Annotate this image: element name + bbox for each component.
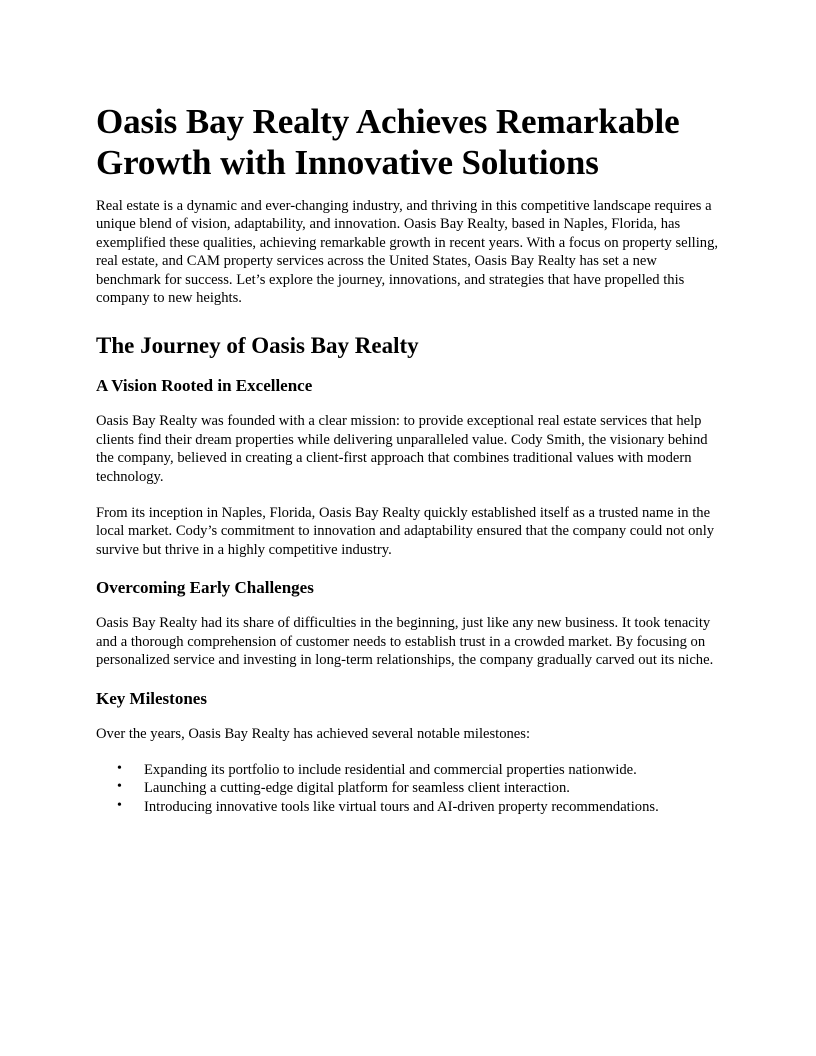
- bullet-icon: •: [117, 779, 122, 795]
- list-item-text: Launching a cutting-edge digital platform for seamless client interaction.: [144, 780, 570, 797]
- bullet-icon: •: [117, 797, 122, 813]
- milestones-list: [96, 761, 720, 816]
- subsection-heading-challenges: Overcoming Early Challenges: [96, 578, 314, 598]
- article-title: Oasis Bay Realty Achieves Remarkable Growth with Innovative Solutions: [96, 102, 680, 182]
- intro-paragraph: Real estate is a dynamic and ever-changing industry, and thriving in this competitive landscape requires a unique blend of vision, adaptability, and innovation. Oasis Bay Realty, based in Naples, Florida, has exemplified these qualities, achieving remarkable growth in recent years. With a focus on property selling, real estate, and CAM property services across the United States, Oasis Bay Realty has set a new benchmark for success. Let’s explore the journey, innovations, and strategies that have propelled this company to new heights.: [96, 198, 719, 307]
- paragraph-milestones-intro: Over the years, Oasis Bay Realty has achieved several notable milestones:: [96, 725, 531, 742]
- list-item: [117, 760, 720, 779]
- list-item-text: Introducing innovative tools like virtual tours and AI-driven property recommendations.: [144, 798, 659, 815]
- bullet-icon: •: [117, 760, 122, 776]
- paragraph-challenges: Oasis Bay Realty had its share of difficulties in the beginning, just like any new business. It took tenacity and a thorough comprehension of customer needs to establish trust in a crowded market. By focusing on personalized service and investing in long-term relationships, the company gradually carved out its niche.: [96, 615, 714, 669]
- paragraph-vision-2: From its inception in Naples, Florida, Oasis Bay Realty quickly established itself as a trusted name in the local market. Cody’s commitment to innovation and adaptability ensured that the company could not only survive but thrive in a highly competitive industry.: [96, 505, 715, 558]
- section-heading: The Journey of Oasis Bay Realty: [96, 333, 419, 359]
- list-item-text: Expanding its portfolio to include residential and commercial properties nationwide.: [144, 761, 637, 778]
- document-page: [96, 96, 720, 816]
- subsection-heading-milestones: Key Milestones: [96, 688, 207, 708]
- list-item: [117, 779, 720, 797]
- paragraph-vision-1: Oasis Bay Realty was founded with a clear mission: to provide exceptional real estate services that help clients find their dream properties while delivering unparalleled value. Cody Smith, the visionary behind the company, believed in creating a client-first approach that combines traditional values with modern technology.: [96, 413, 708, 485]
- list-item: [117, 797, 720, 816]
- subsection-heading-vision: A Vision Rooted in Excellence: [96, 376, 313, 396]
